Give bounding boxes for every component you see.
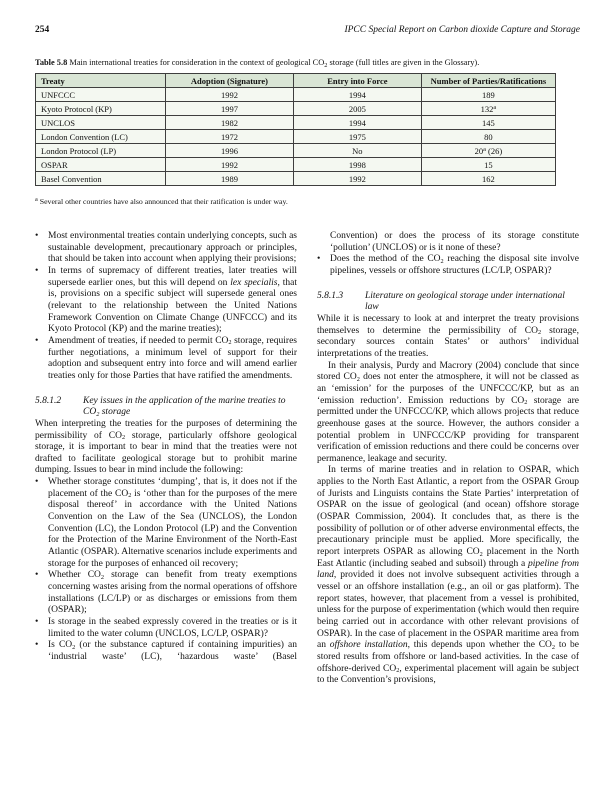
bullet-item bbox=[35, 231, 297, 266]
table-cell: Basel Convention bbox=[36, 172, 166, 186]
bullet-item bbox=[35, 640, 297, 663]
bullet-item bbox=[35, 266, 297, 336]
table-cell: UNFCCC bbox=[36, 88, 166, 102]
table-cell: 20$^a$ (26) bbox=[421, 144, 555, 158]
bullet-marker: • bbox=[35, 265, 39, 276]
table-cell: 2005 bbox=[293, 102, 421, 116]
table-cell: 189 bbox=[421, 88, 555, 102]
bullet-marker: • bbox=[35, 231, 39, 241]
bullet-text: In terms of supremacy of different treaties, later treaties will supersede earlier ones, but this will depend on lex specialis, that is, provisions on a specific subject will supersede general ones (relevant to the relationship between the United Nations Framework Convention on Climate Change (UNFCCC) and its Kyoto Protocol (KP) and the marine treaties); bbox=[48, 265, 297, 335]
section-title: Key issues in the application of the marine treaties to $CO_2$ storage bbox=[83, 395, 286, 418]
table-cell: 1992 bbox=[166, 88, 294, 102]
table-cell: 1997 bbox=[166, 102, 294, 116]
table-cell: 1992 bbox=[166, 158, 294, 172]
section-heading bbox=[317, 291, 579, 314]
bullet-item bbox=[35, 570, 297, 617]
treaties-table bbox=[35, 73, 556, 186]
table-cell: 1972 bbox=[166, 130, 294, 144]
table-row bbox=[36, 144, 556, 158]
bullet-marker: • bbox=[35, 570, 39, 581]
table-cell: 1992 bbox=[293, 172, 421, 186]
table-row bbox=[36, 116, 556, 130]
page-number: 254 bbox=[35, 25, 50, 35]
bullet-marker: • bbox=[35, 477, 39, 488]
section-heading bbox=[35, 396, 297, 419]
bullet-text: Is $CO_2$ (or the substance captured if containing impurities) an ‘industrial waste’ (LC), ‘hazardous waste’ (Basel bbox=[48, 640, 297, 662]
table-cell: 1996 bbox=[166, 144, 294, 158]
table-row bbox=[36, 158, 556, 172]
left-column bbox=[35, 231, 297, 687]
table-cell: UNCLOS bbox=[36, 116, 166, 130]
section-number: 5.8.1.2 bbox=[35, 395, 62, 406]
column-header: Number of Parties/Ratifications bbox=[421, 74, 555, 88]
bullet-item bbox=[35, 477, 297, 570]
table-cell: OSPAR bbox=[36, 158, 166, 172]
bullet-marker: • bbox=[317, 254, 321, 265]
table-cell: 1982 bbox=[166, 116, 294, 130]
paragraph: In terms of marine treaties and in relation to OSPAR, which applies to the North East Atlantic, a report from the OSPAR Group of Jurists and Linguists contains the State Parties’ interpretation of OSPAR on the issue of geological (and ocean) offshore storage (OSPAR Commission, 2004). It concludes that, as there is the possibility of pollution or of other adverse environmental effects, the precautionary principle must be applied. More specifically, the report interprets OSPAR as allowing $CO_2$ placement in the North East Atlantic (including seabed and subsoil) through a pipeline from land, provided it does not involve subsequent activities through a vessel or an offshore installation (e.g., an oil or gas platform). The report states, however, that placement from a vessel is prohibited, unless for the purpose of experimentation (which would then require being carried out in accordance with other relevant provisions of OSPAR). In the case of placement in the OSPAR maritime area from an offshore installation, this depends upon whether the $CO_2$ to be stored results from offshore or land-based activities. In the case of offshore-derived $CO_2$, experimental placement will again be subject to the Convention’s provisions, bbox=[317, 465, 579, 686]
section-number: 5.8.1.3 bbox=[317, 290, 344, 301]
table-cell: 162 bbox=[421, 172, 555, 186]
section-title: Literature on geological storage under international law bbox=[365, 290, 565, 313]
table-cell: 145 bbox=[421, 116, 555, 130]
bullet-marker: • bbox=[35, 617, 39, 627]
bullet-text: Most environmental treaties contain underlying concepts, such as sustainable development, precautionary approach or principles, that should be taken into account when applying their provisions; bbox=[48, 231, 297, 265]
table-cell: London Convention (LC) bbox=[36, 130, 166, 144]
right-column bbox=[317, 231, 579, 687]
bullet-text: Amendment of treaties, if needed to permit $CO_2$ storage, requires further negotiations, a minimum level of support for their adoption and subsequent entry into force and will amend earlier treaties only for those Parties that have ratified the amendments. bbox=[48, 335, 297, 381]
bullet-item bbox=[35, 336, 297, 383]
table-cell: 1989 bbox=[166, 172, 294, 186]
paragraph: Convention) or does the process of its storage constitute ‘pollution’ (UNCLOS) or is it none of these? bbox=[330, 231, 579, 253]
table-footnote: $^a$ Several other countries have also announced that their ratification is under way. bbox=[35, 196, 288, 206]
column-header: Entry into Force bbox=[293, 74, 421, 88]
table-row bbox=[36, 130, 556, 144]
bullet-item bbox=[317, 254, 579, 277]
table-cell: 1975 bbox=[293, 130, 421, 144]
column-header: Adoption (Signature) bbox=[166, 74, 294, 88]
bullet-marker: • bbox=[35, 640, 39, 651]
table-cell: No bbox=[293, 144, 421, 158]
table-cell: London Protocol (LP) bbox=[36, 144, 166, 158]
body-text bbox=[35, 231, 579, 687]
bullet-text: Whether $CO_2$ storage can benefit from treaty exemptions concerning wastes arising from the normal operations of offshore installations (LC/LP) or as discharges or emissions from them (OSPAR); bbox=[48, 570, 298, 616]
table-cell: 1994 bbox=[293, 88, 421, 102]
table-cell: 1994 bbox=[293, 116, 421, 130]
table-cell: 132$^a$ bbox=[421, 102, 555, 116]
table-cell: Kyoto Protocol (KP) bbox=[36, 102, 166, 116]
bullet-text: Does the method of the $CO_2$ reaching the disposal site involve pipelines, vessels or offshore structures (LC/LP, OSPAR)? bbox=[330, 254, 580, 276]
bullet-text: Is storage in the seabed expressly covered in the treaties or is it limited to the water column (UNCLOS, LC/LP, OSPAR)? bbox=[48, 617, 297, 639]
table-row bbox=[36, 102, 556, 116]
column-header: Treaty bbox=[36, 74, 166, 88]
paragraph: In their analysis, Purdy and Macrory (2004) conclude that since stored $CO_2$ does not enter the atmosphere, it will not be classed as an ‘emission’ for the purposes of the UNFCCC/KP, but as an ‘emission reduction’. Emission reductions by $CO_2$ storage are permitted under the UNFCCC/KP, which allows projects that reduce greenhouse gases at the source. However, the authors consider a potential problem in UNFCCC/KP providing for transparent verification of emission reductions and there could be concerns over permanence, leakage and security. bbox=[317, 360, 580, 464]
table-cell: 80 bbox=[421, 130, 555, 144]
table-cell: 15 bbox=[421, 158, 555, 172]
table-cell: 1998 bbox=[293, 158, 421, 172]
paragraph: While it is necessary to look at and interpret the treaty provisions themselves to determine the permissibility of $CO_2$ storage, secondary sources contain States’ or authors’ individual interpretations of the treaties. bbox=[317, 313, 579, 359]
paragraph: When interpreting the treaties for the purposes of determining the permissibility of $CO_2$ storage, particularly offshore geological storage, it is important to bear in mind that the treaties were not drafted to facilitate geological storage but to prohibit marine dumping. Issues to bear in mind include the following: bbox=[35, 418, 297, 476]
running-header bbox=[35, 25, 580, 35]
table-row bbox=[36, 172, 556, 186]
bullet-marker: • bbox=[35, 335, 39, 346]
table-caption: Table 5.8 Main international treaties for consideration in the context of geological $CO_2$ storage (full titles are given in the Glossary). bbox=[35, 58, 480, 69]
running-title: IPCC Special Report on Carbon dioxide Capture and Storage bbox=[344, 25, 580, 35]
bullet-item bbox=[35, 617, 297, 640]
bullet-text: Whether storage constitutes ‘dumping’, that is, it does not if the placement of the $CO_2$ is ‘other than for the purposes of the mere disposal thereof’ in accordance with the United Nations Convention on the Law of the Sea (UNCLOS), the London Convention (LC), the London Protocol (LP) and the Convention for the Protection of the Marine Environment of the North-East Atlantic (OSPAR). Alternative scenarios include experiments and storage for the purposes of enhanced oil recovery; bbox=[48, 477, 297, 569]
table-row bbox=[36, 88, 556, 102]
table-header-row bbox=[36, 74, 556, 88]
